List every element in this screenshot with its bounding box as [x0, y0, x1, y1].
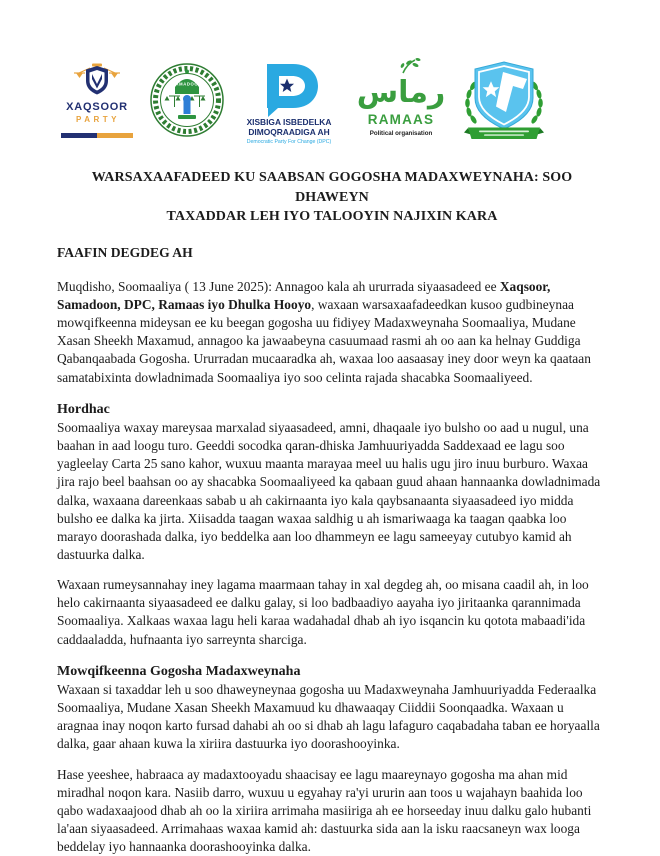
title-line-2: TAXADDAR LEH IYO TALOOYIN NAJIXIN KARA [166, 209, 498, 225]
party-logos-row [57, 56, 607, 154]
samadoon-party-logo-icon [147, 56, 227, 151]
xaqsoor-party-logo-icon [57, 56, 137, 151]
mowqif-paragraph: Waxaan si taxaddar leh u soo dhaweyneynaa gogosha uu Madaxweynaha Jamhuuriyadda Federaalka Soomaaliya, Mudane Xasan Sheekh Maxamuud ku dhawaaqay Ciiddii Soonqaadka. Waxaan u aragnaa inay noqon karto fursad dahabi ah oo si dhab ah lagu lafaguro caqabadaha taban ee horyaalla dalka, gaar ahaan kuwa la xiriira dastuurka iyo doorashooyinka. [57, 681, 600, 752]
dpc-line1: XISBIGA ISBEDELKA [246, 117, 332, 127]
xaqsoor-name: XAQSOOR [66, 101, 128, 113]
release-type-label: FAAFIN DEGDEG AH [57, 244, 193, 260]
intro-party-names: Xaqsoor, Samadoon, DPC, Ramaas iyo Dhulka Hooyo [57, 278, 551, 312]
dpc-party-logo-icon [237, 56, 341, 151]
page-title [57, 168, 607, 227]
dpc-line3: Democratic Party For Change (DPC) [246, 139, 332, 145]
xaqsoor-subtitle: PARTY [75, 115, 121, 124]
section-heading-hordhac: Hordhac [57, 401, 110, 417]
intro-suffix: , waxaan warsaxaafadeedkan kusoo gudbineynaa mowqifkeenna mideysan ee ku beegan gogosha uu fidiyey Madaxweynaha Soomaaliya, Mudane Xasan Sheekh Maxamud, annagoo ka jawaabeyna casuumaad rasmi ah oo aan ka helnay Guddiga Qabanqaabada Gogosha. Ururradan mucaaradka ah, waxaa loo aasaasay iney door weyn ka qaataan samatabixinta dowladnimada Soomaaliya iyo soo celinta rajada shacabka Soomaaliyeed. [57, 296, 591, 385]
intro-paragraph [57, 278, 607, 387]
intro-prefix: Muqdisho, Soomaaliya ( 13 June 2025): Annagoo kala ah ururrada siyaasadeed ee [57, 278, 500, 294]
hordhac-paragraph: Soomaaliya waxay mareysaa marxalad siyaasadeed, amni, dhaqaale iyo bulsho oo aad u nugul, una baahan in aad loogu turo. Geeddi socodka qaran-dhiska Jamhuuriyadda Saddexaad ee lagu soo yagleelay Carta 25 sano kahor, wuxuu maanta marayaa meel uu halis ugu jiro inuu burburo. Waxaa jira rajo beel baahsan oo ay shacabka Soomaaliyeed ka qabaan guud ahaan hannaanka dowladnimada dalka, waxaana dareenkaas sabab u ah cakirnaanta iyo kala qaybsanaanta siyaasadeed iyo midda bulsho ee dalka ka jirta. Xiisadda taagan waxaa saldhig u ah ismariwaaga ka taagan qaabka loo marayo doorashada dalka, iyo beddelka aan loo dhammeyn ee lagu sameeyay cutubyo kamid ah dastuurka dalka. [57, 419, 601, 562]
samadoon-name: SAMADOON [172, 81, 202, 87]
ramaas-party-logo-icon [351, 56, 451, 151]
ramaas-subtitle: Political organisation [369, 130, 433, 137]
ramaas-name: RAMAAS [367, 112, 435, 127]
dhulka-hooyo-party-logo-icon [461, 56, 547, 151]
concerns-paragraph: Hase yeeshee, habraaca ay madaxtooyadu shaacisay ee lagu maareynayo gogosha ma ahan mid miradhal noqon kara. Nasiib darro, wuxuu u egyahay ra'yi ururin aan toos u wajahayn baahida loo qabo wadaxaajood dhab ah oo la xiriira arrimaha masiiriga ah ee horseeday inuu dalku galo hubanti la'aan siyaasadeed. Arrimahaas waxaa kamid ah: dastuurka sida aan la isku raacsaneyn wax looga beddelay iyo hannaanka doorashooyinka dalka. [57, 766, 592, 855]
title-line-1: WARSAXAAFADEED KU SAABSAN GOGOSHA MADAXWEYNAHA: SOO DHAWEYN [91, 170, 573, 205]
ramaas-arabic-calligraphy: رماس [356, 75, 446, 110]
section-heading-mowqif: Mowqifkeenna Gogosha Madaxweynaha [57, 663, 301, 679]
dpc-line2: DIMOQRAADIGA AH [248, 127, 330, 137]
solution-paragraph: Waxaan rumeysannahay iney lagama maarmaan tahay in xal degdeg ah, oo misana caadil ah, in loo helo cakirnaanta siyaasadeed ee dalku galay, si loo badbaadiyo aayaha iyo jiritaanka qarannimada Soomaaliya. Xalkaas waxaa lagu heli karaa wadahadal dhab ah iyo isqancin ku qotota mabaadi'ida caddaaladda, hufnaanta iyo sarreynta sharciga. [57, 577, 589, 647]
